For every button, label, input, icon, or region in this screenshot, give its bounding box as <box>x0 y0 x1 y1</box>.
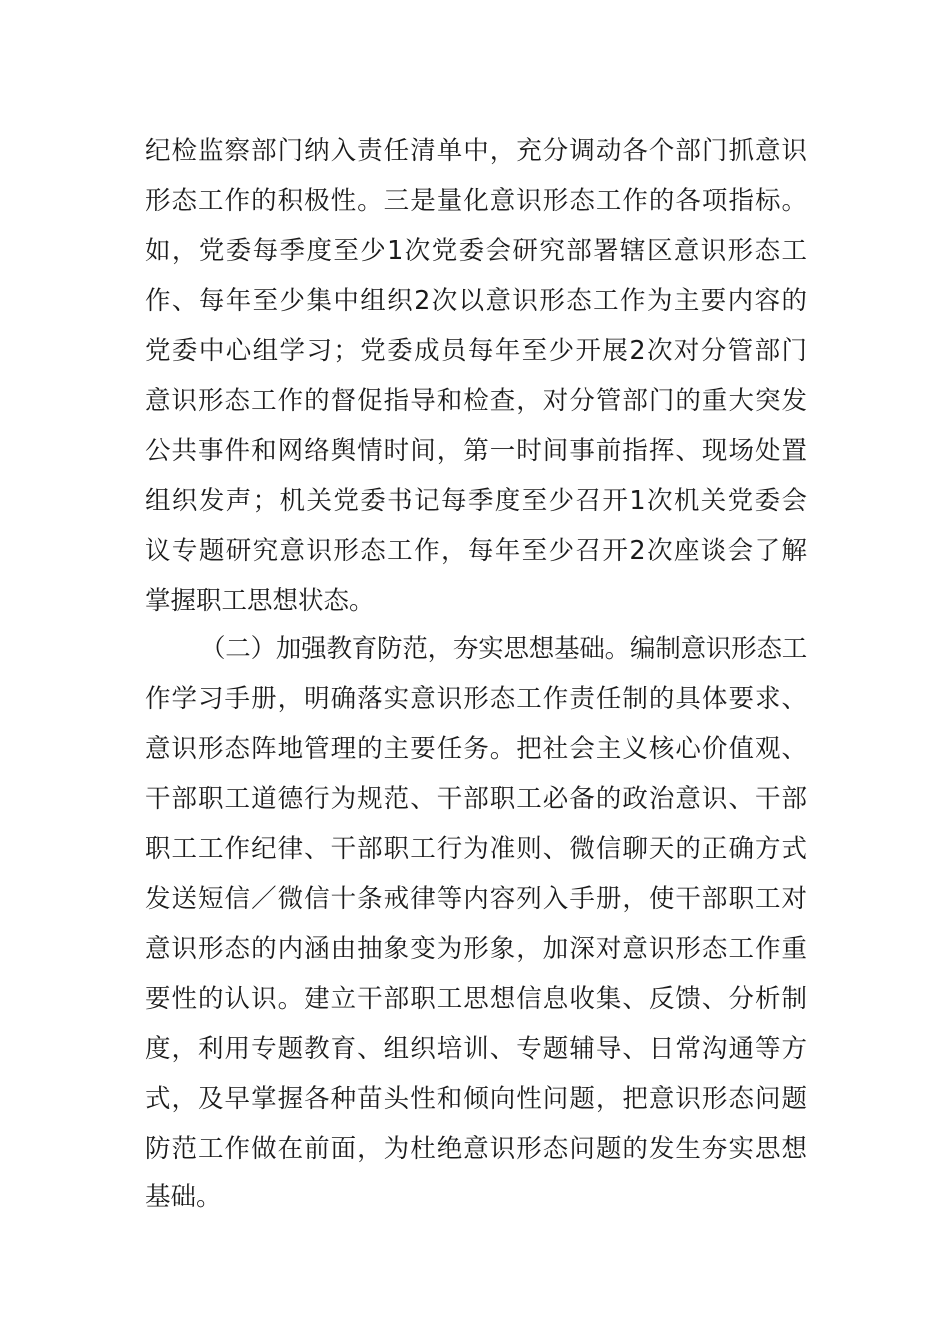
text-line: 掌握职工思想状态。 <box>145 586 375 616</box>
text-line: 职工工作纪律、干部职工行为准则、微信聊天的正确方式 <box>145 834 807 864</box>
text-line: 意识形态的内涵由抽象变为形象，加深对意识形态工作重 <box>145 934 807 964</box>
text-line: 度，利用专题教育、组织培训、专题辅导、日常沟通等方 <box>145 1034 807 1064</box>
text-line: 式，及早掌握各种苗头性和倾向性问题，把意识形态问题 <box>145 1084 807 1114</box>
text-line: 干部职工道德行为规范、干部职工必备的政治意识、干部 <box>145 784 807 814</box>
text-line: 意识形态阵地管理的主要任务。把社会主义核心价值观、 <box>145 734 807 764</box>
text-line: 要性的认识。建立干部职工思想信息收集、反馈、分析制 <box>145 984 807 1014</box>
text-line: 组织发声；机关党委书记每季度至少召开1次机关党委会 <box>145 486 807 516</box>
text-line: 防范工作做在前面，为杜绝意识形态问题的发生夯实思想 <box>145 1134 807 1164</box>
text-line: 公共事件和网络舆情时间，第一时间事前指挥、现场处置 <box>145 436 807 466</box>
text-line: 发送短信／微信十条戒律等内容列入手册，使干部职工对 <box>145 884 807 914</box>
text-line: 纪检监察部门纳入责任清单中，充分调动各个部门抓意识 <box>145 136 807 166</box>
text-line: 作学习手册，明确落实意识形态工作责任制的具体要求、 <box>145 684 807 714</box>
text-line: 意识形态工作的督促指导和检查，对分管部门的重大突发 <box>145 386 807 416</box>
text-line: 党委中心组学习；党委成员每年至少开展2次对分管部门 <box>145 336 807 366</box>
text-line: 如，党委每季度至少1次党委会研究部署辖区意识形态工 <box>145 236 807 266</box>
text-line: 议专题研究意识形态工作，每年至少召开2次座谈会了解 <box>145 536 807 566</box>
text-line: 形态工作的积极性。三是量化意识形态工作的各项指标。 <box>145 186 807 216</box>
paragraph-start-line: （二）加强教育防范，夯实思想基础。编制意识形态工 <box>200 634 807 664</box>
text-line: 基础。 <box>145 1182 222 1212</box>
text-line: 作、每年至少集中组织2次以意识形态工作为主要内容的 <box>145 286 807 316</box>
